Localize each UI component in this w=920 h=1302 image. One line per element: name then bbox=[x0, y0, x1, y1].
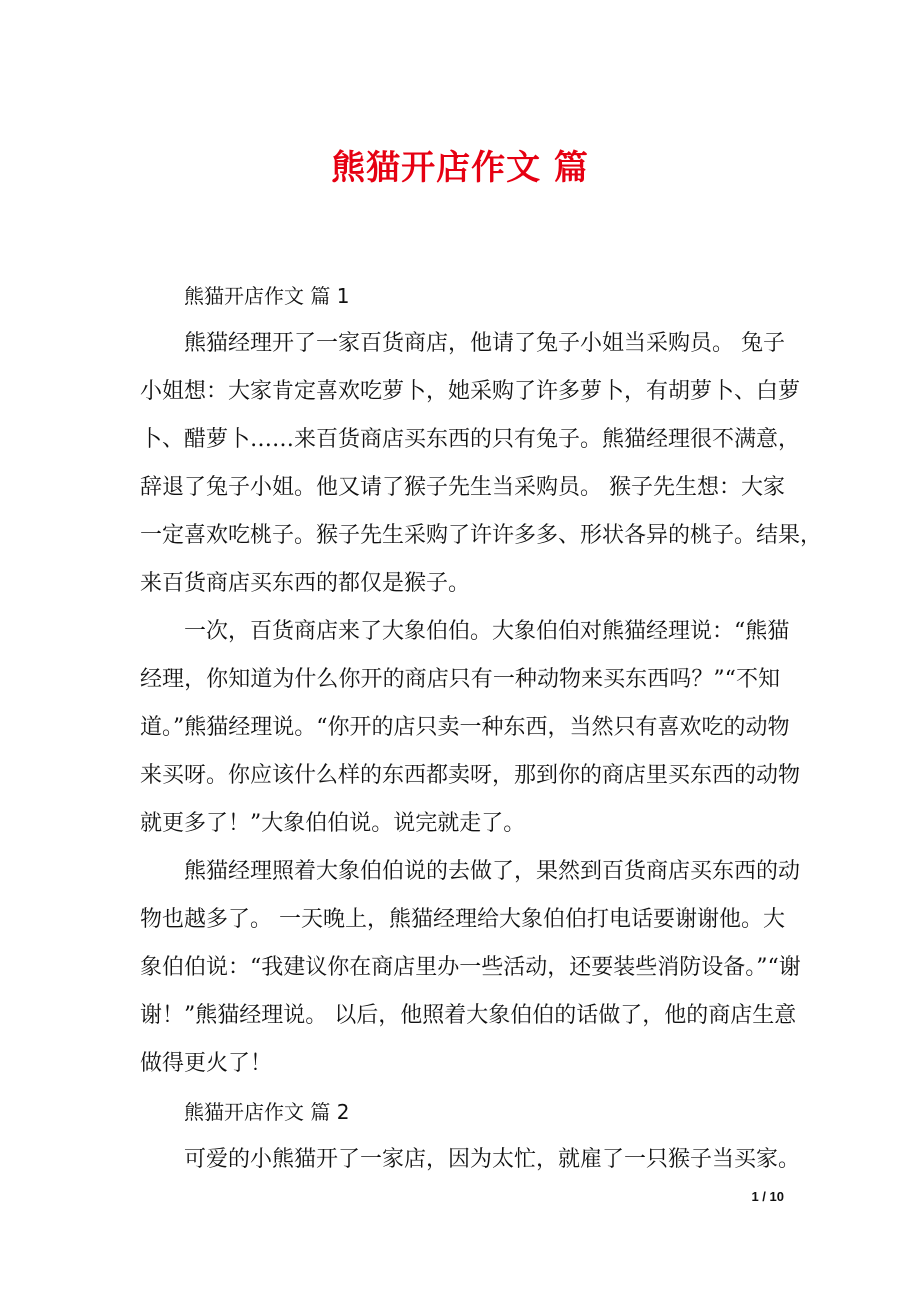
text-line: 一定喜欢吃桃子。猴子先生采购了许许多多、形状各异的桃子。结果， bbox=[140, 523, 823, 548]
text-line: 卜、醋萝卜……来百货商店买东西的只有兔子。熊猫经理很不满意， bbox=[140, 427, 801, 452]
text-line: 经理，你知道为什么你开的商店只有一种动物来买东西吗？”“不知 bbox=[140, 667, 780, 692]
text-line: 来买呀。你应该什么样的东西都卖呀，那到你的商店里买东西的动物 bbox=[140, 763, 801, 788]
text-line: 象伯伯说：“我建议你在商店里办一些活动，还要装些消防设备。”“谢 bbox=[140, 955, 801, 980]
text-line: 道。”熊猫经理说。“你开的店只卖一种东西，当然只有喜欢吃的动物 bbox=[140, 715, 790, 740]
section-heading: 熊猫开店作文 篇 2 bbox=[184, 1100, 350, 1124]
page-number: 1 / 10 bbox=[751, 1189, 784, 1204]
text-line: 来百货商店买东西的都仅是猴子。 bbox=[140, 571, 471, 596]
text-line: 可爱的小熊猫开了一家店，因为太忙，就雇了一只猴子当买家。 bbox=[184, 1147, 801, 1172]
text-line: 辞退了兔子小姐。他又请了猴子先生当采购员。 猴子先生想：大家 bbox=[140, 475, 785, 500]
document-title: 熊猫开店作文 篇 bbox=[331, 148, 589, 188]
text-line: 小姐想：大家肯定喜欢吃萝卜，她采购了许多萝卜，有胡萝卜、白萝 bbox=[140, 379, 801, 404]
text-line: 就更多了！”大象伯伯说。说完就走了。 bbox=[140, 811, 526, 836]
text-line: 物也越多了。 一天晚上，熊猫经理给大象伯伯打电话要谢谢他。大 bbox=[140, 907, 785, 932]
text-line: 谢！”熊猫经理说。 以后，他照着大象伯伯的话做了，他的商店生意 bbox=[140, 1003, 797, 1028]
text-line: 熊猫经理开了一家百货商店，他请了兔子小姐当采购员。 兔子 bbox=[184, 331, 785, 356]
document-body bbox=[140, 272, 823, 1184]
text-line: 做得更火了！ bbox=[140, 1051, 273, 1076]
section-heading: 熊猫开店作文 篇 1 bbox=[184, 284, 350, 308]
text-line: 熊猫经理照着大象伯伯说的去做了，果然到百货商店买东西的动 bbox=[184, 859, 801, 884]
text-line: 一次，百货商店来了大象伯伯。大象伯伯对熊猫经理说：“熊猫 bbox=[184, 619, 790, 644]
